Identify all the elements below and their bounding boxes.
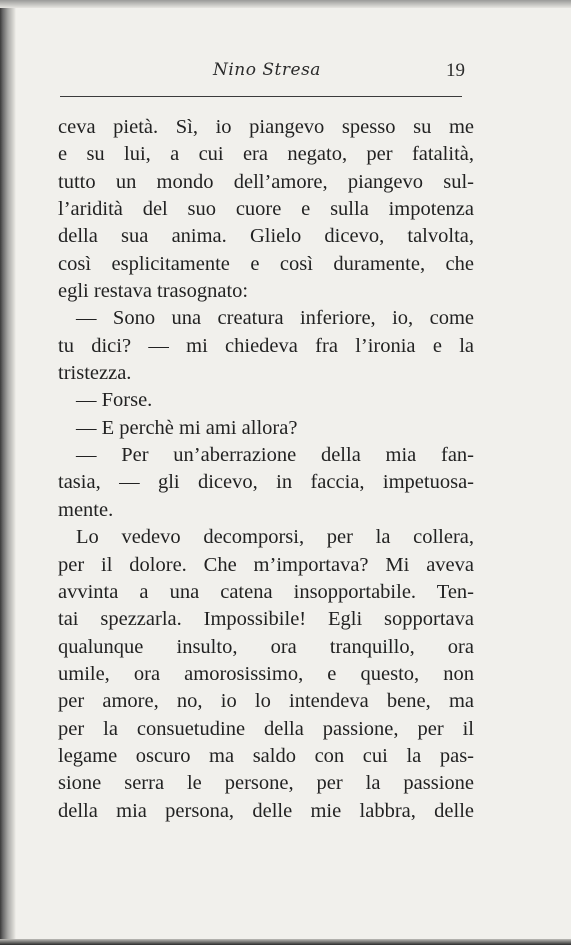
text-line: e su lui, a cui era negato, per fatalità,: [58, 143, 474, 166]
text-line: l’aridità del suo cuore e sulla impotenza: [58, 198, 474, 221]
text-line: — E perchè mi ami allora?: [76, 416, 298, 439]
text-line: ceva pietà. Sì, io piangevo spesso su me: [58, 116, 474, 138]
text-line: tutto un mondo dell’amore, piangevo sul-: [58, 170, 474, 193]
text-line: umile, ora amorosissimo, e questo, non: [58, 662, 474, 685]
page-number: 19: [446, 60, 465, 81]
text-line: — Sono una creatura inferiore, io, come: [76, 307, 474, 330]
text-line: legame oscuro ma saldo con cui la pas-: [58, 744, 474, 767]
text-line: per amore, no, io lo intendeva bene, ma: [58, 690, 474, 713]
running-head-author: Nino Stresa: [213, 60, 321, 80]
text-line: avvinta a una catena insopportabile. Ten-: [58, 580, 474, 603]
text-line: della mia persona, delle mie labbra, delle: [58, 799, 474, 822]
running-head: [0, 60, 571, 86]
text-line: tai spezzarla. Impossibile! Egli sopportava: [58, 608, 474, 631]
text-line: tristezza.: [58, 362, 132, 385]
page-binding-shadow: [0, 0, 16, 945]
text-line: sione serra le persone, per la passione: [58, 772, 474, 795]
text-line: — Per un’aberrazione della mia fan-: [76, 444, 474, 467]
page-top-edge: [0, 0, 571, 8]
text-line: mente.: [58, 498, 114, 521]
text-line: Lo vedevo decomporsi, per la collera,: [76, 526, 474, 549]
body-text: [58, 114, 474, 825]
text-line: così esplicitamente e così duramente, che: [58, 252, 474, 275]
text-line: tasia, — gli dicevo, in faccia, impetuosa-: [58, 471, 474, 494]
text-line: tu dici? — mi chiedeva fra l’ironia e la: [58, 334, 474, 357]
header-rule: [60, 96, 462, 97]
text-line: per la consuetudine della passione, per il: [58, 717, 474, 740]
text-line: — Forse.: [76, 389, 153, 412]
text-line: egli restava trasognato:: [58, 280, 249, 303]
page-bottom-edge: [0, 939, 571, 945]
text-line: per il dolore. Che m’importava? Mi aveva: [58, 553, 474, 576]
text-line: qualunque insulto, ora tranquillo, ora: [58, 635, 474, 658]
text-line: della sua anima. Glielo dicevo, talvolta,: [58, 225, 474, 248]
